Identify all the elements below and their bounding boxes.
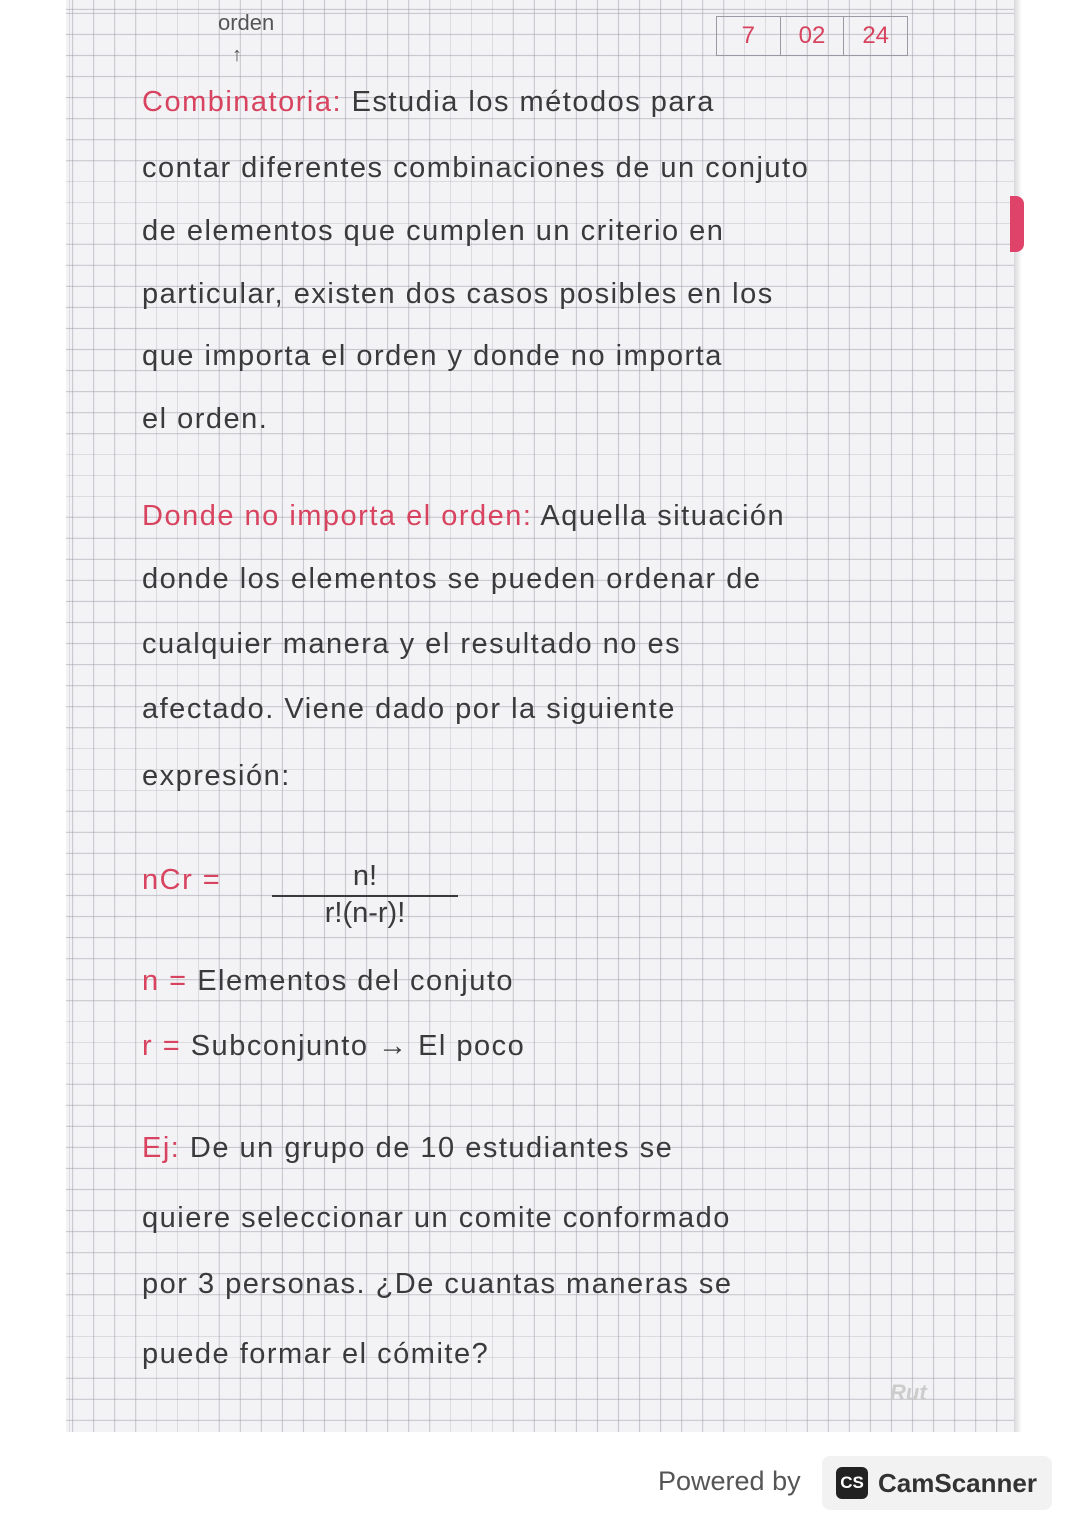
- line-text: De un grupo de 10 estudiantes se: [189, 1132, 674, 1164]
- definition-text: Elementos del conjuto: [197, 965, 515, 997]
- example-label: Ej:: [142, 1132, 181, 1164]
- text-line: particular, existen dos casos posibles en los: [142, 278, 774, 310]
- text-line: puede formar el cómite?: [142, 1338, 490, 1370]
- text-line: por 3 personas. ¿De cuantas maneras se: [142, 1268, 733, 1300]
- date-box: [716, 16, 908, 56]
- date-day: 7: [717, 17, 781, 55]
- definition-symbol: r =: [142, 1030, 182, 1062]
- text-line: contar diferentes combinaciones de un conjuto: [142, 152, 810, 184]
- text-line: [142, 86, 715, 119]
- date-month: 02: [781, 17, 845, 55]
- camscanner-logo-icon: CS: [836, 1467, 868, 1499]
- text-line: de elementos que cumplen un criterio en: [142, 215, 725, 247]
- text-line: quiere seleccionar un comite conformado: [142, 1202, 731, 1234]
- camscanner-badge[interactable]: [822, 1456, 1052, 1510]
- formula-lhs: nCr =: [142, 864, 222, 896]
- brand-name: CamScanner: [878, 1467, 1037, 1498]
- text-line: afectado. Viene dado por la siguiente: [142, 693, 676, 725]
- text-line: cualquier manera y el resultado no es: [142, 628, 682, 660]
- text-line: donde los elementos se pueden ordenar de: [142, 563, 762, 595]
- formula-fraction: [272, 860, 458, 930]
- formula-numerator: n!: [272, 860, 458, 897]
- powered-by-label: Powered by: [658, 1466, 801, 1496]
- definition: [142, 965, 514, 998]
- text-line: que importa el orden y donde no importa: [142, 340, 723, 372]
- line-text: Aquella situación: [540, 500, 786, 532]
- text-line: [142, 500, 785, 533]
- definition-symbol: n =: [142, 965, 188, 997]
- text-line: expresión:: [142, 760, 291, 792]
- arrow-up-icon: ↑: [232, 44, 242, 66]
- section-title: Combinatoria:: [142, 86, 343, 118]
- text-line: [142, 1132, 673, 1165]
- definition-text: Subconjunto → El poco: [190, 1030, 526, 1062]
- section-title: Donde no importa el orden:: [142, 500, 533, 532]
- date-year: 24: [862, 22, 890, 49]
- margin-note: orden: [218, 10, 275, 35]
- text-line: el orden.: [142, 403, 269, 435]
- line-text: Estudia los métodos para: [351, 86, 715, 118]
- definition: [142, 1030, 525, 1063]
- notebook-logo: Rut: [890, 1380, 927, 1405]
- formula-denominator: r!(n-r)!: [324, 897, 406, 929]
- page-tab: [1010, 196, 1024, 252]
